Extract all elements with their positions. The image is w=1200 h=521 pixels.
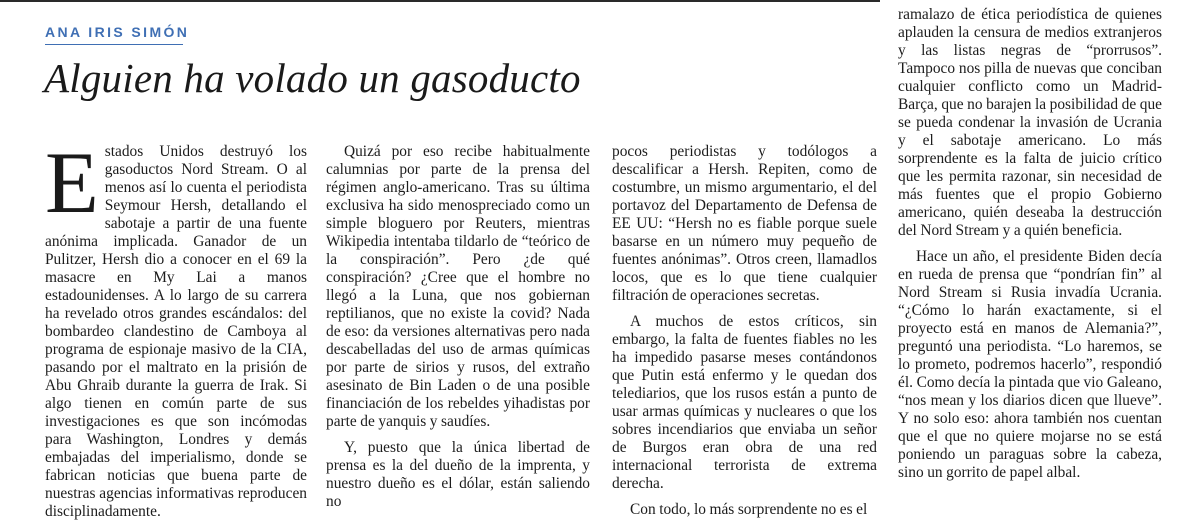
paragraph: pocos periodistas y todólogos a descalificar a Hersh. Repiten, como de costumbre, un mismo argumentario, el del portavoz del Departamento de Defensa de EE UU: “Hersh no es fiable porque suele basarse en un número muy pequeño de fuentes anónimas”. Otros creen, llamadlos locos, que es lo que tiene cualquier filtración de operaciones secretas. bbox=[612, 143, 877, 304]
paragraph bbox=[45, 135, 307, 521]
article-column-4 bbox=[898, 6, 1162, 482]
paragraph: Con todo, lo más sorprendente no es el bbox=[630, 501, 868, 518]
paragraph-text: stados Unidos destruyó los gasoductos Nord Stream. O al menos así lo cuenta el periodista Seymour Hersh, detallando el sabotaje a partir de una fuente anónima implicada. Ganador de un Pulitzer, Hersh dio a conocer en el 69 la masacre en My Lai a manos estadounidenses. A lo largo de su carrera ha revelado otros grandes escándalos: del bombardeo clandestino de Camboya al programa de espionaje masivo de la CIA, pasando por el maltrato en la prisión de Abu Ghraib durante la guerra de Irak. Si algo tienen en común parte de sus investigaciones es que son incómodas para Washington, Londres y demás embajadas del imperialismo, donde se fabrican noticias que buena parte de nuestras agencias informativas reproducen disciplinadamente. bbox=[45, 143, 307, 520]
paragraph: A muchos de estos críticos, sin embargo, la falta de fuentes fiables no les ha impedido pasarse meses contándonos que Putin está enfermo y le quedan dos telediarios, que los rusos están a punto de usar armas químicas y nucleares o que los sobres incendiarios que enviaba un señor de Burgos eran obra de una red internacional terrorista de extrema derecha. bbox=[612, 313, 877, 492]
article-column-2 bbox=[326, 143, 590, 511]
article-headline: Alguien ha volado un gasoducto bbox=[44, 55, 581, 101]
article-column-3 bbox=[612, 143, 877, 519]
drop-cap: E bbox=[45, 135, 99, 232]
paragraph: ramalazo de ética periodística de quienes aplauden la censura de medios extranjeros y las listas negras de “prorrusos”. Tampoco nos pilla de nuevas que conciban cualquier conflicto como un Madrid-Barça, que no barajen la posibilidad de que se pueda condenar la invasión de Ucrania y el sabotaje americano. Lo más sorprendente es la falta de juicio crítico que les permita razonar, sin necesidad de más fuentes que el propio Gobierno americano, quién deseaba la destrucción del Nord Stream y a quién beneficia. bbox=[898, 6, 1162, 239]
top-rule bbox=[0, 0, 880, 2]
paragraph: Quizá por eso recibe habitualmente calumnias por parte de la prensa del régimen anglo-americano. Tras su última exclusiva ha sido menospreciado como un simple bloguero por Reuters, mientras Wikipedia intentaba tildarlo de “teórico de la conspiración”. Pero ¿de qué conspiración? ¿Cree que el hombre no llegó a la Luna, que nos gobiernan reptilianos, que no existe la covid? Nada de eso: da versiones alternativas pero nada descabelladas del uso de armas químicas por parte de sirios y rusos, del extraño asesinato de Bin Laden o de una posible financiación de los rebeldes yihadistas por parte de yanquis y saudíes. bbox=[326, 143, 590, 430]
byline-underline bbox=[45, 44, 183, 45]
author-byline: ANA IRIS SIMÓN bbox=[45, 24, 190, 40]
paragraph: Hace un año, el presidente Biden decía en rueda de prensa que “pondrían fin” al Nord Stream si Rusia invadía Ucrania. “¿Cómo lo harán exactamente, si el proyecto está en manos de Alemania?”, preguntó una periodista. “Lo haremos, se lo prometo, podremos hacerlo”, respondió él. Como decía la pintada que vio Galeano, “nos mean y los diarios dicen que llueve”. Y no solo eso: ahora también nos cuentan que el que no quiere mojarse no se está poniendo un paraguas sobre la cabeza, sino un gorrito de papel albal. bbox=[898, 248, 1162, 481]
article-column-1 bbox=[45, 135, 307, 521]
paragraph: Y, puesto que la única libertad de prensa es la del dueño de la imprenta, y nuestro dueño es el dólar, están saliendo no bbox=[326, 439, 590, 510]
